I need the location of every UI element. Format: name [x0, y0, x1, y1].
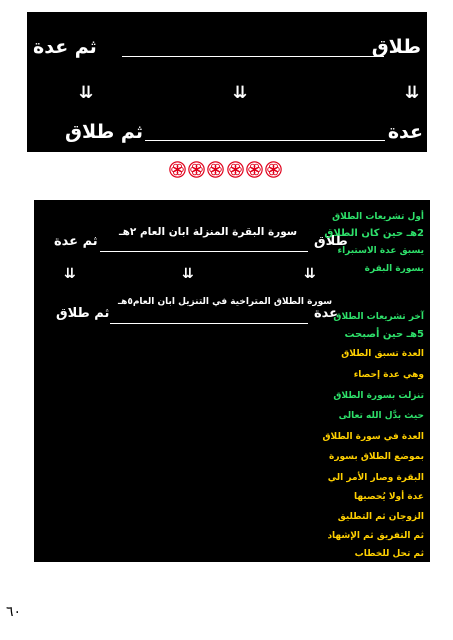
bottom-row1-line: [100, 251, 308, 252]
sidebar-line: حيث بدَّل الله تعالى: [338, 411, 424, 421]
sidebar-line: وهي عدة إحصاء: [353, 370, 424, 380]
bottom-diagram-box: [34, 200, 430, 562]
flower-icon: [207, 161, 224, 178]
sidebar-line: عدة أولا يُحصيها: [353, 492, 424, 502]
bottom-row2-note: سورة الطلاق المتراخية في التنزيل ابان العام٥هـ: [118, 297, 333, 307]
top-row1-line: [122, 56, 384, 57]
bottom-arrow-middle: ⇊: [182, 266, 192, 282]
sidebar-line: بسورة البقرة: [364, 264, 424, 274]
top-arrow-right: ⇊: [405, 83, 418, 103]
top-diagram-box: [27, 12, 427, 152]
sidebar-line: الزوجان ثم التطليق: [337, 512, 424, 522]
bottom-arrow-left: ⇊: [64, 266, 74, 282]
sidebar-line: البقرة وصار الأمر الي: [327, 473, 424, 483]
flower-icon: [188, 161, 205, 178]
top-row1-right-label: طلاق: [371, 36, 421, 58]
bottom-row2-line: [110, 323, 308, 324]
flower-icon: [246, 161, 263, 178]
top-row2-line: [145, 140, 385, 141]
sidebar-line: تنزلت بسورة الطلاق: [333, 391, 424, 401]
top-arrow-middle: ⇊: [233, 83, 246, 103]
top-arrow-left: ⇊: [79, 83, 92, 103]
bottom-row1-left-label: ثم عدة: [54, 234, 98, 249]
top-row2-left-label: ثم طلاق: [65, 121, 143, 143]
flower-icon: [227, 161, 244, 178]
top-row2-right-label: عدة: [387, 121, 423, 143]
page-number: ٦٠: [6, 604, 22, 620]
flower-icon: [265, 161, 282, 178]
bottom-arrow-right: ⇊: [304, 266, 314, 282]
sidebar-line: 5هـ حين أصبحت: [344, 329, 424, 340]
sidebar-line: ثم التفريق ثم الإشهاد: [327, 531, 424, 541]
sidebar-line: بموضع الطلاق بسورة: [329, 452, 424, 462]
sidebar-line: العدة تسبق الطلاق: [341, 349, 424, 359]
sidebar-line: العدة في سورة الطلاق: [322, 432, 424, 442]
bottom-row1-right-label: طلاق: [314, 234, 348, 249]
sidebar-line: 2هـ حين كان الطلاق: [324, 228, 424, 239]
flower-icon: [169, 161, 186, 178]
bottom-row1-note: سورة البقرة المنزلة ابان العام ٢هـ: [119, 226, 298, 238]
sidebar-line: ثم تحل للخطاب: [354, 549, 424, 559]
sidebar-line: أول تشريعات الطلاق: [332, 212, 424, 222]
bottom-row2-right-label: عدة: [314, 306, 339, 321]
sidebar-line: آخر تشريعات الطلاق: [333, 312, 424, 322]
flower-divider: [169, 161, 282, 181]
sidebar-line: يسبق عدة الاستبراء: [337, 246, 424, 256]
bottom-row2-left-label: ثم طلاق: [56, 306, 110, 321]
top-row1-left-label: ثم عدة: [33, 36, 97, 58]
